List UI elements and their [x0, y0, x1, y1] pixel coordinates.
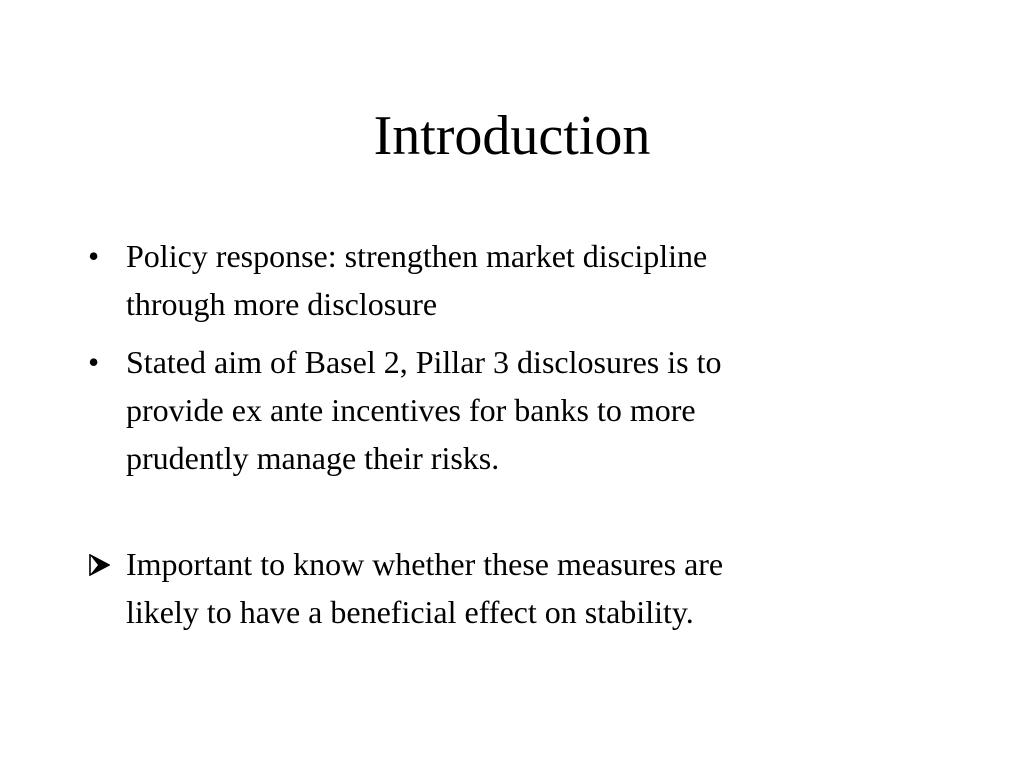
bullet-text-line: Important to know whether these measures are	[126, 546, 724, 582]
bullet-text-line: Policy response: strengthen market discipline	[126, 238, 708, 274]
bullet-text-line: prudently manage their risks.	[126, 440, 500, 476]
bullet-item	[85, 232, 945, 328]
bullet-text-line: through more disclosure	[126, 286, 438, 322]
bullet-text-line: Stated aim of Basel 2, Pillar 3 disclosures is to	[126, 344, 722, 380]
bullet-text-line: likely to have a beneficial effect on stability.	[126, 594, 694, 630]
bullet-dot-icon: •	[88, 344, 100, 380]
arrow-icon	[88, 554, 110, 576]
bullet-item	[85, 338, 945, 482]
bullet-list	[85, 232, 945, 636]
bullet-text-line: provide ex ante incentives for banks to more	[126, 392, 696, 428]
bullet-item	[85, 540, 945, 636]
slide-title: Introduction	[373, 105, 651, 167]
bullet-dot-icon: •	[88, 238, 100, 274]
